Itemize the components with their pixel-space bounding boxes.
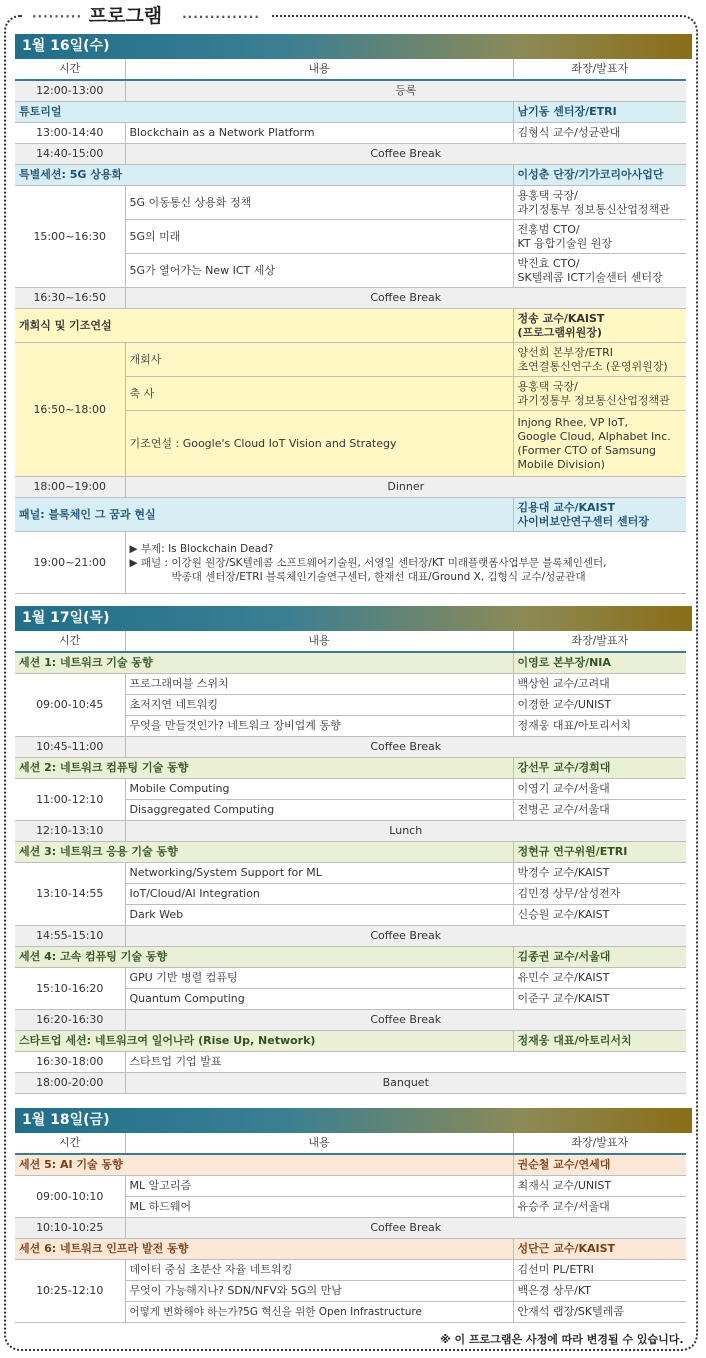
- table-header: [15, 631, 686, 652]
- session-row: [15, 1031, 686, 1052]
- speaker-line: 양선희 본부장/ETRI: [517, 345, 614, 359]
- speaker-line: KT 융합기술원 원장: [517, 236, 612, 250]
- content-cell: 초저지연 네트워킹: [125, 695, 513, 716]
- content-cell: Networking/System Support for ML: [125, 863, 513, 884]
- table-row: [15, 863, 686, 884]
- speaker-cell: 신승원 교수/KAIST: [513, 905, 686, 926]
- time-cell: 10:10-10:25: [15, 1218, 125, 1239]
- time-cell: 15:00~16:30: [15, 186, 125, 288]
- speaker-cell: 정재웅 대표/아토리서치: [513, 716, 686, 737]
- table-row: [15, 968, 686, 989]
- speaker-cell: [513, 186, 686, 220]
- speaker-cell: [513, 220, 686, 254]
- table-row: [15, 343, 686, 377]
- speaker-line: 초연결통신연구소 (운영위원장): [517, 359, 668, 373]
- session-title: 패널: 블록체인 그 꿈과 현실: [15, 498, 513, 532]
- header-time: 시간: [15, 59, 125, 80]
- time-cell: 09:00-10:45: [15, 674, 125, 737]
- session-title: 튜토리얼: [15, 102, 513, 123]
- content-cell: 무엇이 가능해지나? SDN/NFV와 5G의 만남: [125, 1281, 513, 1302]
- day-1-header: 1월 16일(수): [15, 34, 692, 59]
- content-cell: Banquet: [125, 1073, 686, 1094]
- header-content: 내용: [125, 1133, 513, 1154]
- content-cell: IoT/Cloud/AI Integration: [125, 884, 513, 905]
- speaker-line: 과기정통부 정보통신산업정책관: [517, 393, 670, 407]
- content-cell: Coffee Break: [125, 926, 686, 947]
- content-cell: ML 알고리즘: [125, 1176, 513, 1197]
- time-cell: 14:55-15:10: [15, 926, 125, 947]
- session-title: 세션 1: 네트워크 기술 동향: [15, 652, 513, 674]
- time-cell: 16:20-16:30: [15, 1010, 125, 1031]
- table-row: [15, 144, 686, 165]
- content-cell: 기조연설 : Google's Cloud IoT Vision and Strategy: [125, 411, 513, 477]
- day-3-header: 1월 18일(금): [15, 1108, 692, 1133]
- session-chair: 정현규 연구위원/ETRI: [513, 842, 686, 863]
- speaker-line: SK텔레콤 ICT기술센터 센터장: [517, 270, 663, 284]
- time-cell: 12:00-13:00: [15, 80, 125, 102]
- chair-line: (프로그램위원장): [517, 325, 602, 339]
- time-cell: 09:00-10:10: [15, 1176, 125, 1218]
- time-cell: 13:00-14:40: [15, 123, 125, 144]
- content-cell: 5G 이동통신 상용화 정책: [125, 186, 513, 220]
- table-row: [15, 186, 686, 220]
- table-row: [15, 1218, 686, 1239]
- table-row: [15, 737, 686, 758]
- header-content: 내용: [125, 631, 513, 652]
- table-row: [15, 674, 686, 695]
- day-1-section: [15, 34, 692, 594]
- content-cell: 스타트업 기업 발표: [125, 1052, 686, 1073]
- session-chair: 성단근 교수/KAIST: [513, 1239, 686, 1260]
- session-title: 특별세션: 5G 상용화: [15, 165, 513, 186]
- content-cell: 프로그래머블 스위치: [125, 674, 513, 695]
- table-row: [15, 1260, 686, 1281]
- header-speaker: 좌장/발표자: [513, 631, 686, 652]
- speaker-cell: 이경한 교수/UNIST: [513, 695, 686, 716]
- session-row: [15, 498, 686, 532]
- session-title: 개회식 및 기조연설: [15, 309, 513, 343]
- footnote: ※ 이 프로그램은 사정에 따라 변경될 수 있습니다.: [440, 1333, 684, 1346]
- content-cell: Coffee Break: [125, 288, 686, 309]
- content-cell: ML 하드웨어: [125, 1197, 513, 1218]
- time-cell: 18:00-20:00: [15, 1073, 125, 1094]
- content-cell: Dark Web: [125, 905, 513, 926]
- session-title: 세션 6: 네트워크 인프라 발전 동향: [15, 1239, 513, 1260]
- header-speaker: 좌장/발표자: [513, 1133, 686, 1154]
- time-cell: 16:30-18:00: [15, 1052, 125, 1073]
- table-row: [15, 288, 686, 309]
- speaker-cell: [513, 411, 686, 477]
- speaker-cell: 박경수 교수/KAIST: [513, 863, 686, 884]
- speaker-line: (Former CTO of Samsung: [517, 443, 657, 457]
- session-row: [15, 165, 686, 186]
- content-cell: 어떻게 변화해야 하는가?5G 혁신을 위한 Open Infrastructure: [125, 1302, 513, 1323]
- content-cell: 개회사: [125, 343, 513, 377]
- speaker-line: 용홍택 국장/: [517, 188, 578, 202]
- content-cell: Dinner: [125, 477, 686, 498]
- session-chair: 강선무 교수/경희대: [513, 758, 686, 779]
- speaker-line: Google Cloud, Alphabet Inc.: [517, 429, 671, 443]
- speaker-cell: 김민경 상무/삼성전자: [513, 884, 686, 905]
- session-chair: 남기동 센터장/ETRI: [513, 102, 686, 123]
- content-cell: Coffee Break: [125, 737, 686, 758]
- day-3-table: [15, 1133, 686, 1323]
- content-cell: 등록: [125, 80, 686, 102]
- table-row: [15, 1010, 686, 1031]
- session-row: [15, 1154, 686, 1176]
- session-title: 세션 2: 네트워크 컴퓨팅 기술 동향: [15, 758, 513, 779]
- session-chair: [513, 309, 686, 343]
- table-row: [15, 779, 686, 800]
- content-cell: Lunch: [125, 821, 686, 842]
- header-content: 내용: [125, 59, 513, 80]
- table-header: [15, 59, 686, 80]
- time-cell: 19:00~21:00: [15, 532, 125, 594]
- session-row: [15, 102, 686, 123]
- panel-subtitle: ▶ 부제: Is Blockchain Dead?: [129, 542, 274, 555]
- speaker-cell: 최재식 교수/UNIST: [513, 1176, 686, 1197]
- time-cell: 15:10-16:20: [15, 968, 125, 1010]
- speaker-cell: 이준구 교수/KAIST: [513, 989, 686, 1010]
- session-chair: 정재웅 대표/아토리서치: [513, 1031, 686, 1052]
- session-row: [15, 842, 686, 863]
- content-cell: Coffee Break: [125, 1010, 686, 1031]
- table-row: [15, 1073, 686, 1094]
- speaker-cell: [513, 377, 686, 411]
- content-cell: 무엇을 만들것인가? 네트워크 장비업계 동향: [125, 716, 513, 737]
- table-row: [15, 1052, 686, 1073]
- speaker-line: Mobile Division): [517, 457, 605, 471]
- speaker-cell: 김선미 PL/ETRI: [513, 1260, 686, 1281]
- content-cell: Mobile Computing: [125, 779, 513, 800]
- speaker-line: Injong Rhee, VP IoT,: [517, 415, 628, 429]
- session-row: [15, 947, 686, 968]
- speaker-line: 용홍택 국장/: [517, 379, 578, 393]
- content-cell: Quantum Computing: [125, 989, 513, 1010]
- session-chair: 이영로 본부장/NIA: [513, 652, 686, 674]
- page-title-text: 프로그램: [88, 5, 163, 27]
- session-chair: 김종권 교수/서울대: [513, 947, 686, 968]
- table-row: [15, 123, 686, 144]
- day-1-table: [15, 59, 686, 594]
- content-cell: 5G의 미래: [125, 220, 513, 254]
- table-row: [15, 926, 686, 947]
- content-cell: GPU 기반 병렬 컴퓨팅: [125, 968, 513, 989]
- time-cell: 10:25-12:10: [15, 1260, 125, 1323]
- panel-members: ▶ 패널 : 이강원 원장/SK텔레콤 소프트웨어기술원, 서영일 센터장/KT 미래플랫폼사업부문 블록체인센터,: [129, 556, 607, 569]
- content-cell: 축 사: [125, 377, 513, 411]
- table-row: [15, 477, 686, 498]
- session-row: [15, 652, 686, 674]
- panel-members-cont: 박종대 센터장/ETRI 블록체인기술연구센터, 한재선 대표/Ground X, 김형식 교수/성균관대: [171, 570, 586, 583]
- speaker-line: 과기정통부 정보통신산업정책관: [517, 202, 670, 216]
- speaker-cell: 전병곤 교수/서울대: [513, 800, 686, 821]
- content-cell: Disaggregated Computing: [125, 800, 513, 821]
- chair-line: 사이버보안연구센터 센터장: [517, 514, 649, 528]
- time-cell: 14:40-15:00: [15, 144, 125, 165]
- content-cell: Coffee Break: [125, 1218, 686, 1239]
- speaker-cell: [513, 254, 686, 288]
- session-row: [15, 758, 686, 779]
- speaker-cell: 유민수 교수/KAIST: [513, 968, 686, 989]
- table-row: [15, 532, 686, 594]
- panel-cell: [125, 532, 686, 594]
- session-title: 스타트업 세션: 네트워크여 일어나라 (Rise Up, Network): [15, 1031, 513, 1052]
- speaker-cell: 유승주 교수/서울대: [513, 1197, 686, 1218]
- chair-line: 정송 교수/KAIST: [517, 311, 605, 325]
- speaker-cell: 이영기 교수/서울대: [513, 779, 686, 800]
- day-2-header: 1월 17일(목): [15, 606, 692, 631]
- speaker-line: 박진효 CTO/: [517, 256, 580, 270]
- header-time: 시간: [15, 631, 125, 652]
- session-title: 세션 3: 네트워크 응용 기술 동향: [15, 842, 513, 863]
- day-3-section: [15, 1108, 692, 1323]
- time-cell: 12:10-13:10: [15, 821, 125, 842]
- speaker-cell: 백은경 상무/KT: [513, 1281, 686, 1302]
- session-title: 세션 5: AI 기술 동향: [15, 1154, 513, 1176]
- day-2-table: [15, 631, 686, 1094]
- page-title: ········· 프로그램 ··············: [22, 1, 270, 28]
- time-cell: 16:50~18:00: [15, 343, 125, 477]
- session-row: [15, 309, 686, 343]
- content-cell: 데이터 중심 초분산 자율 네트워킹: [125, 1260, 513, 1281]
- speaker-cell: 안재석 랩장/SK텔레콤: [513, 1302, 686, 1323]
- speaker-cell: [513, 343, 686, 377]
- table-header: [15, 1133, 686, 1154]
- time-cell: 18:00~19:00: [15, 477, 125, 498]
- time-cell: 10:45-11:00: [15, 737, 125, 758]
- session-title: 세션 4: 고속 컴퓨팅 기술 동향: [15, 947, 513, 968]
- table-row: [15, 821, 686, 842]
- table-row: [15, 1176, 686, 1197]
- session-chair: [513, 498, 686, 532]
- content-cell: Coffee Break: [125, 144, 686, 165]
- session-chair: 권순철 교수/연세대: [513, 1154, 686, 1176]
- table-row: [15, 80, 686, 102]
- header-time: 시간: [15, 1133, 125, 1154]
- header-speaker: 좌장/발표자: [513, 59, 686, 80]
- content-cell: Blockchain as a Network Platform: [125, 123, 513, 144]
- session-chair: 이성춘 단장/기가코리아사업단: [513, 165, 686, 186]
- day-2-section: [15, 606, 692, 1094]
- time-cell: 11:00-12:10: [15, 779, 125, 821]
- time-cell: 16:30~16:50: [15, 288, 125, 309]
- session-row: [15, 1239, 686, 1260]
- speaker-cell: 김형식 교수/성균관대: [513, 123, 686, 144]
- time-cell: 13:10-14:55: [15, 863, 125, 926]
- chair-line: 김용대 교수/KAIST: [517, 500, 616, 514]
- content-cell: 5G가 열어가는 New ICT 세상: [125, 254, 513, 288]
- speaker-line: 전홍범 CTO/: [517, 222, 580, 236]
- speaker-cell: 백상헌 교수/고려대: [513, 674, 686, 695]
